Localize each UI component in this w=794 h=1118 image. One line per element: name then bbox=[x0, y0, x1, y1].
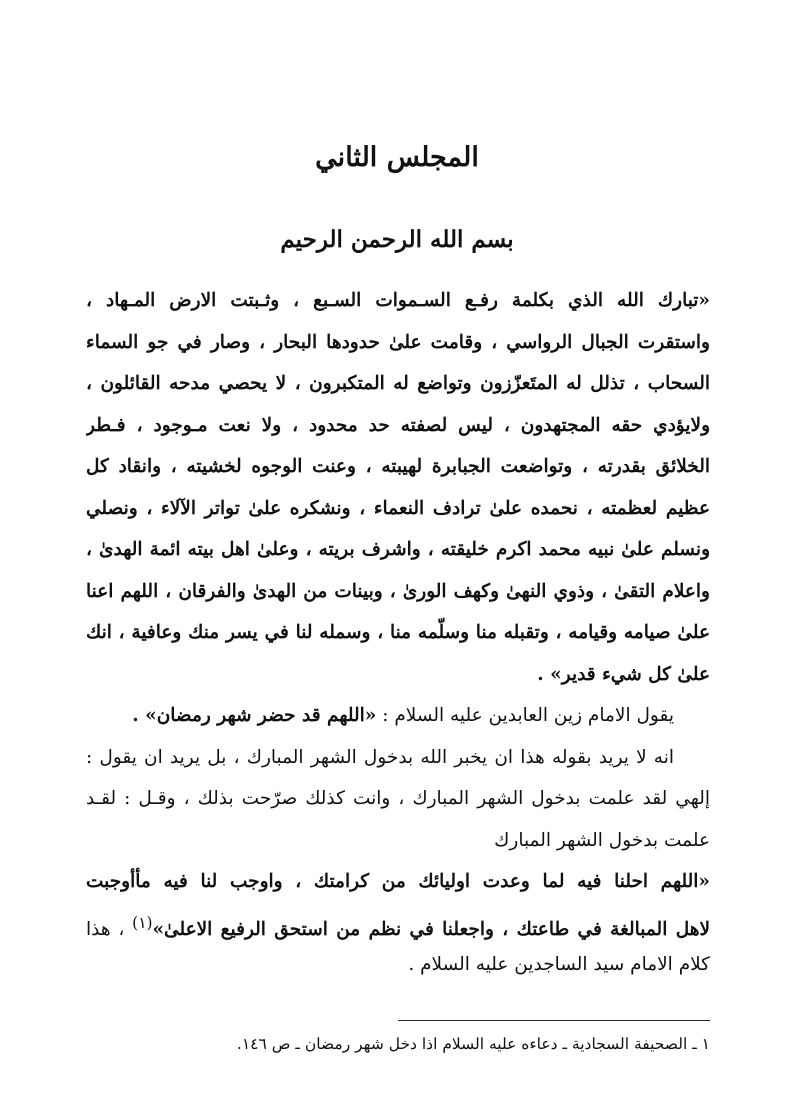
quote-intro-text: يقول الامام زين العابدين عليه السلام : bbox=[376, 705, 674, 726]
text-line: الخلائق بقدرته ، وتواضعت الجبابرة لهيبته ، وعنت الوجوه لخشيته ، وانقاد كل bbox=[86, 456, 710, 477]
text-line: السحاب ، تذلل له المتَعزّزون وتواضع له المتكبرون ، لا يحصي مدحه القائلون ، bbox=[86, 373, 710, 394]
text-line: واستقرت الجبال الرواسي ، وقامت علىٰ حدودها البحار ، وصار في جو السماء bbox=[86, 331, 710, 353]
text-line-tail: ، هذا bbox=[86, 918, 133, 940]
supplication-paragraph bbox=[86, 280, 710, 695]
text-line: علمت بدخول الشهر المبارك bbox=[494, 829, 710, 851]
quote-text: «اللهم قد حضر شهر رمضان» . bbox=[132, 705, 377, 726]
text-line: إلهي لقد علمت بدخول الشهر المبارك ، وانت كذلك صرّحت بذلك ، وقـل : لقـد bbox=[86, 788, 710, 809]
chapter-title: المجلس الثاني bbox=[315, 142, 479, 173]
text-line: عظيم لعظمته ، نحمده علىٰ ترادف النعماء ، ونشكره علىٰ تواتر الآلاء ، ونصلي bbox=[86, 497, 710, 519]
basmala-heading: بسم الله الرحمن الرحيم bbox=[280, 226, 514, 253]
text-line: انه لا يريد بقوله هذا ان يخبر الله بدخول الشهر المبارك ، بل يريد ان يقول : bbox=[86, 746, 674, 768]
text-line: علىٰ صيامه وقيامه ، وتقبله منا وسلّمه منا ، وسمله لنا في يسر منك وعافية ، انك bbox=[86, 622, 710, 643]
text-line: «تبارك الله الذي بكلمة رفـع السـموات السـبع ، وثـبتت الارض المـهاد ، bbox=[86, 290, 710, 311]
commentary-paragraph bbox=[86, 737, 710, 862]
quote-intro-line bbox=[86, 695, 710, 737]
footnote: ١ ـ الصحيفة السجادية ـ دعاءه عليه السلام اذا دخل شهر رمضان ـ ص ١٤٦. bbox=[236, 1035, 710, 1053]
text-line: علىٰ كل شيء قدير» . bbox=[537, 663, 710, 685]
text-line-bold-part: لاهل المبالغة في طاعتك ، واجعلنا في نظم من استحق الرفيع الاعلىٰ» bbox=[152, 918, 710, 940]
text-line-with-reference bbox=[86, 903, 710, 945]
footnote-divider bbox=[398, 1020, 710, 1021]
footnote-reference: (١) bbox=[132, 913, 153, 932]
text-line: واعلام التقىٰ ، وذوي النهىٰ وكهف الورىٰ ، وبينات من الهدىٰ والفرقان ، اللهم اعنا bbox=[86, 580, 710, 602]
text-line: ولايؤدي حقه المجتهدون ، ليس لصفته حد محدود ، ولا نعت مـوجود ، فـطر bbox=[86, 414, 710, 436]
body-text bbox=[86, 280, 710, 986]
text-line: ونسلم علىٰ نبيه محمد اكرم خليقته ، واشرف بريته ، وعلىٰ اهل بيته ائمة الهدىٰ ، bbox=[86, 539, 710, 560]
text-line: كلام الامام سيد الساجدين عليه السلام . bbox=[408, 954, 710, 975]
text-line: «اللهم احلنا فيه لما وعدت اوليائك من كرامتك ، واوجب لنا فيه مأأوجبت bbox=[86, 871, 710, 892]
second-supplication-paragraph bbox=[86, 861, 710, 986]
